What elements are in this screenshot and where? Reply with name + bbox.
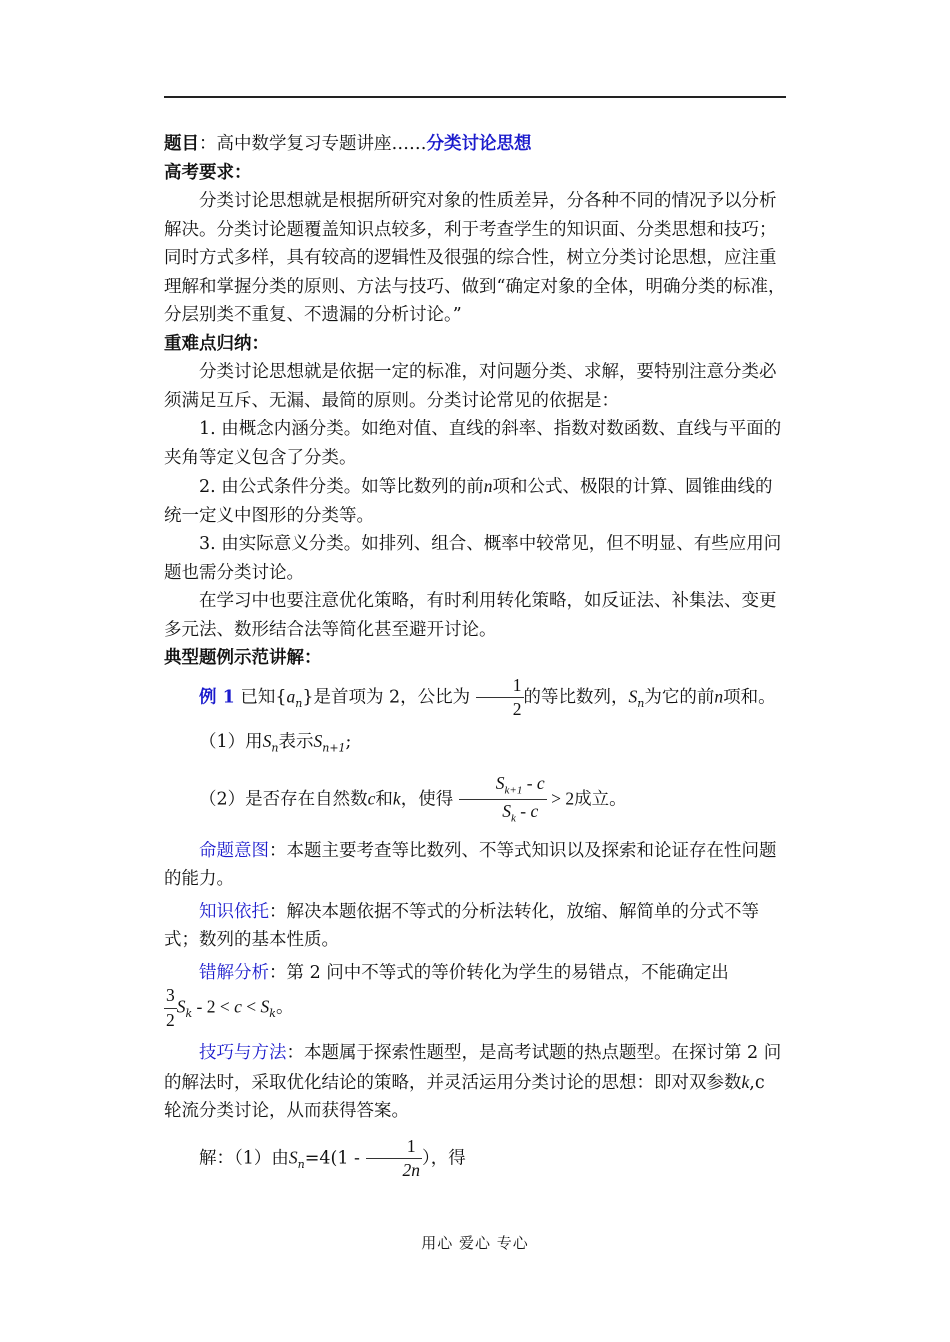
requirements-heading: 高考要求：	[164, 162, 252, 183]
intent-paragraph: 命题意图：本题主要考查等比数列、不等式知识以及探索和论证存在性问题的能力。	[164, 840, 777, 889]
point-2: 2. 由公式条件分类。如等比数列的前n项和公式、极限的计算、圆锥曲线的统一定义中图形的分类等。	[164, 476, 773, 526]
error-expression: $\frac{3}{2}$ $S_k - 2 < c < S_k$。	[166, 985, 294, 1030]
example-1: 例 1 已知$\{a_n\}$是首项为 2，公比为 $\frac{1}{2}$ 的等比数列，$S_n$为它的前n项和。	[199, 674, 776, 719]
solution-fraction: $\frac{1}{2n}$	[366, 1138, 423, 1180]
title-highlight: 分类讨论思想	[426, 134, 532, 154]
error-label: 错解分析	[199, 962, 269, 983]
condition-fraction: $\frac{S_{k+1} - c}{S_k - c}$	[459, 775, 547, 825]
basis-label: 知识依托	[199, 901, 269, 922]
method-paragraph: 技巧与方法：本题属于探索性题型，是高考试题的热点题型。在探讨第 2 问的解法时，采取优化结论的策略，并灵活运用分类讨论的思想：即对双参数k,c 轮流分类讨论，从而获得答案。	[164, 1043, 782, 1121]
point-1: 1. 由概念内涵分类。如绝对值、直线的斜率、指数对数函数、直线与平面的夹角等定义包含了分类。	[164, 419, 782, 468]
three-halves-fraction: $\frac{3}{2}$	[166, 985, 175, 1030]
error-paragraph: 错解分析：第 2 问中不等式的等价转化为学生的易错点，不能确定出	[199, 962, 729, 983]
solution-line: 解：（1）由$S_n=4(1$ - $\frac{1}{2n}$ ），得	[199, 1135, 466, 1180]
header-rule	[164, 96, 786, 98]
page-footer: 用心 爱心 专心	[421, 1234, 529, 1252]
basis-paragraph: 知识依托：解决本题依据不等式的分析法转化，放缩、解简单的分式不等式；数列的基本性质。	[164, 901, 759, 950]
point-3: 3. 由实际意义分类。如排列、组合、概率中较常见，但不明显、有些应用问题也需分类讨论。	[164, 534, 782, 583]
example-label: 例 1	[199, 687, 235, 707]
keypoints-intro: 分类讨论思想就是依据一定的标准，对问题分类、求解，要特别注意分类必须满足互斥、无漏、最简的原则。分类讨论常见的依据是：	[164, 362, 777, 411]
ratio-fraction: $\frac{1}{2}$	[476, 677, 524, 719]
document-body	[164, 130, 786, 1180]
examples-heading: 典型题例示范讲解：	[164, 648, 322, 668]
keypoints-heading: 重难点归纳：	[164, 333, 269, 354]
strategy-paragraph: 在学习中也要注意优化策略，有时利用转化策略，如反证法、补集法、变更多元法、数形结合法等简化甚至避开讨论。	[164, 591, 777, 640]
intent-label: 命题意图	[199, 840, 269, 861]
title-line: 题目：高中数学复习专题讲座……分类讨论思想	[164, 134, 532, 154]
question-1: （1）用$S_n$表示$S_{n+1}$;	[199, 730, 352, 754]
question-2: （2）是否存在自然数c和k，使得 $\frac{S_{k+1} - c}{S_k - c}$ > 2成立。	[199, 772, 627, 825]
title-text: 高中数学复习专题讲座	[216, 134, 392, 154]
title-label: 题目	[164, 134, 199, 154]
method-label: 技巧与方法	[199, 1043, 287, 1063]
requirements-paragraph: 分类讨论思想就是根据所研究对象的性质差异，分各种不同的情况予以分析解决。分类讨论题覆盖知识点较多，利于考查学生的知识面、分类思想和技巧；同时方式多样，具有较高的逻辑性及很强的综合性，树立分类讨论思想，应注重理解和掌握分类的原则、方法与技巧、做到“确定对象的全体，明确分类的标准，分层别类不重复、不遗漏的分析讨论。”	[164, 191, 786, 325]
